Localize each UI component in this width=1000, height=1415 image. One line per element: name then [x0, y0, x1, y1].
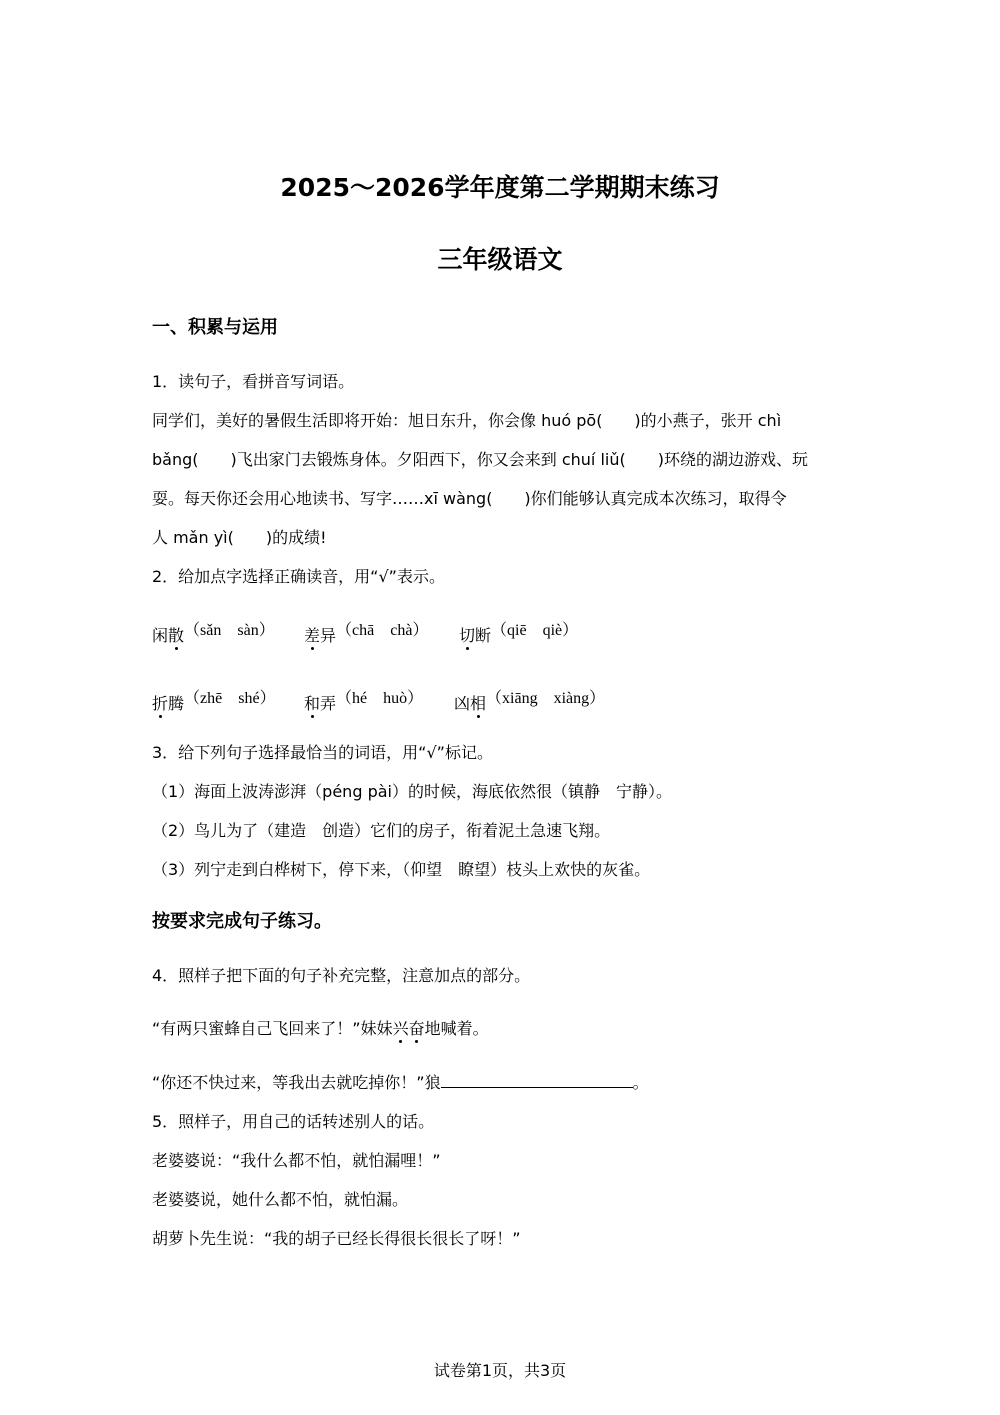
q3-item-3: （3）列宁走到白桦树下，停下来，（仰望 瞭望）枝头上欢快的灰雀。 [152, 860, 651, 879]
q5-line-3: 胡萝卜先生说：“我的胡子已经长得很长很长了呀！” [152, 1229, 521, 1248]
exam-subtitle: 三年级语文 [437, 245, 563, 274]
section-heading-1: 一、积累与运用 [152, 317, 278, 338]
q5-prompt: 5．照样子，用自己的话转述别人的话。 [152, 1112, 435, 1131]
q4-task: “你还不快过来，等我出去就吃掉你！”狼 。 [152, 1073, 649, 1092]
section-heading-2: 按要求完成句子练习。 [152, 911, 332, 932]
q1-line-1: 同学们，美好的暑假生活即将开始：旭日东升，你会像 huó pō( )的小燕子，张开 chì [152, 411, 782, 430]
exam-title: 2025～2026学年度第二学期期末练习 [280, 173, 720, 202]
q3-item-1: （1）海面上波涛澎湃（péng pài）的时候，海底依然很（镇静 宁静）。 [152, 782, 672, 801]
q2-item: 凶相（xiāng xiàng） [454, 690, 606, 713]
q2-item: 折腾（zhē shé） [152, 690, 276, 713]
q2-item: 切断（qiē qiè） [459, 622, 579, 645]
q1-prompt: 1．读句子，看拼音写词语。 [152, 372, 355, 391]
q2-item: 闲散（sǎn sàn） [152, 622, 275, 645]
q2-prompt: 2．给加点字选择正确读音，用“√”表示。 [152, 567, 445, 586]
q4-example: “有两只蜜蜂自己飞回来了！”妹妹兴奋地喊着。 [152, 1019, 489, 1038]
q1-line-2: bǎng( )飞出家门去锻炼身体。夕阳西下，你又会来到 chuí liǔ( )环绕的湖边游戏、玩 [152, 450, 808, 469]
q3-item-2: （2）鸟儿为了（建造 创造）它们的房子，衔着泥土急速飞翔。 [152, 821, 611, 840]
q4-prompt: 4．照样子把下面的句子补充完整，注意加点的部分。 [152, 966, 531, 985]
q3-prompt: 3．给下列句子选择最恰当的词语，用“√”标记。 [152, 743, 493, 762]
q2-item: 和弄（hé huò） [304, 690, 424, 713]
q2-item: 差异（chā chà） [304, 622, 429, 645]
q5-line-1: 老婆婆说：“我什么都不怕，就怕漏哩！” [152, 1151, 441, 1170]
q1-line-3: 耍。每天你还会用心地读书、写字……xī wàng( )你们能够认真完成本次练习，取得令 [152, 489, 787, 508]
q5-line-2: 老婆婆说，她什么都不怕，就怕漏。 [152, 1190, 409, 1209]
answer-blank[interactable] [441, 1073, 633, 1088]
page-footer: 试卷第1页，共3页 [433, 1361, 567, 1380]
q1-line-4: 人 mǎn yì( )的成绩! [152, 528, 327, 547]
